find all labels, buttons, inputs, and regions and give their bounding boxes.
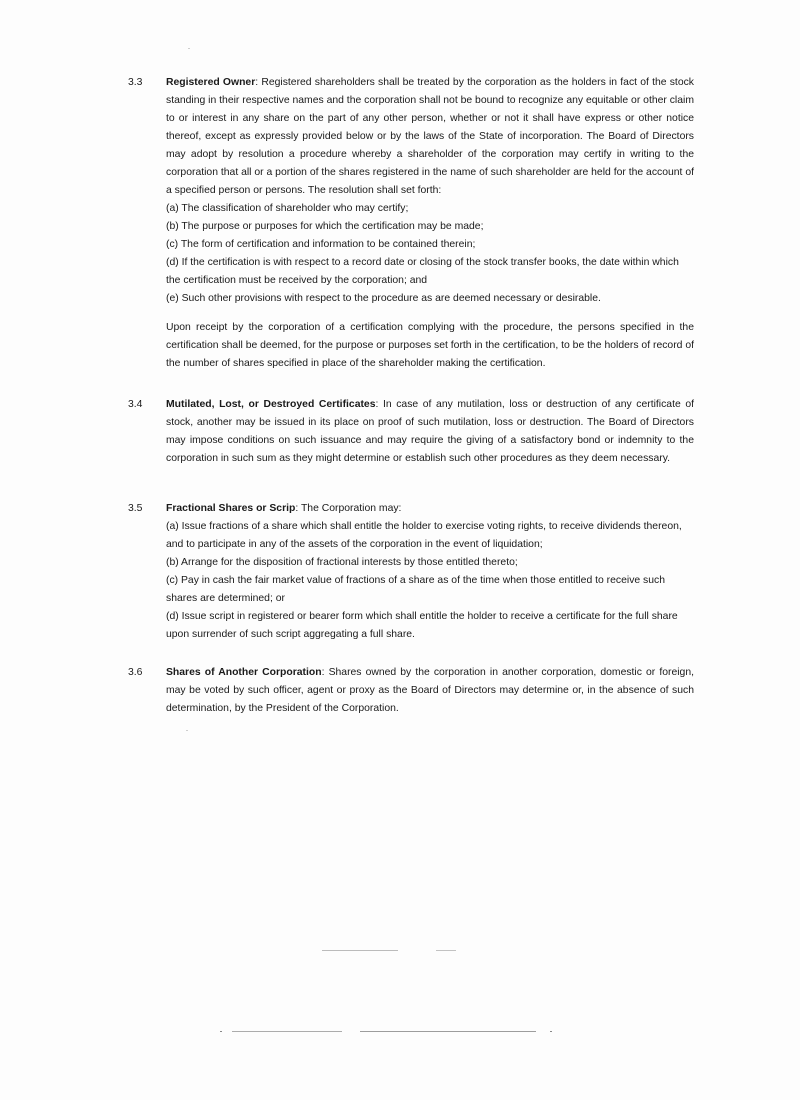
scan-artifact-line xyxy=(232,1031,342,1032)
list-item: (e) Such other provisions with respect to the procedure as are deemed necessary or desirable. xyxy=(166,293,601,304)
section-heading: Shares of Another Corporation xyxy=(166,667,322,678)
list-item: (b) Arrange for the disposition of fractional interests by those entitled thereto; xyxy=(166,557,518,568)
section-body xyxy=(166,396,694,468)
section-3-4 xyxy=(128,396,694,468)
scan-artifact-dot xyxy=(186,730,188,731)
list-item: (a) The classification of shareholder who may certify; xyxy=(166,203,409,214)
list-item: (c) The form of certification and information to be contained therein; xyxy=(166,239,476,250)
section-intro: : The Corporation may: xyxy=(295,503,402,514)
section-3-6 xyxy=(128,664,694,718)
list-item: (d) Issue script in registered or bearer form which shall entitle the holder to receive a certificate for the full share upon surrender of such script aggregating a full share. xyxy=(166,611,678,640)
scan-artifact-dot xyxy=(188,48,190,49)
section-number: 3.3 xyxy=(128,77,143,88)
section-intro: : In case of any mutilation, loss or destruction of any certificate of stock, another may be issued in its place on proof of such mutilation, loss or destruction. The Board of Directors may impose conditions on such issuance and may require the giving of a satisfactory bond or indemnity to the corporation in such sum as they might determine or establish such other procedures as they deem necessary. xyxy=(166,399,694,464)
section-body xyxy=(166,74,694,373)
section-closing-paragraph: Upon receipt by the corporation of a certification complying with the procedure, the persons specified in the certification shall be deemed, for the purpose or purposes set forth in the certification, to be the holders of record of the number of shares specified in place of the shareholder making the certification. xyxy=(166,322,694,369)
scan-artifact-line xyxy=(322,950,398,951)
section-3-5 xyxy=(128,500,694,644)
section-lead xyxy=(166,500,694,518)
section-number: 3.4 xyxy=(128,399,143,410)
section-number: 3.5 xyxy=(128,503,143,514)
section-lead xyxy=(166,74,694,200)
section-heading: Fractional Shares or Scrip xyxy=(166,503,296,514)
section-intro: : Shares owned by the corporation in another corporation, domestic or foreign, may be voted by such officer, agent or proxy as the Board of Directors may determine or, in the absence of such determination, by the President of the Corporation. xyxy=(166,667,694,714)
section-lead xyxy=(166,664,694,718)
scan-artifact-dot xyxy=(220,1031,222,1032)
section-heading: Mutilated, Lost, or Destroyed Certificates xyxy=(166,399,376,410)
scan-artifact-dot xyxy=(550,1031,552,1032)
section-body xyxy=(166,500,694,644)
section-lead xyxy=(166,396,694,468)
list-item: (c) Pay in cash the fair market value of fractions of a share as of the time when those entitled to receive such shares are determined; or xyxy=(166,575,665,604)
list-item: (a) Issue fractions of a share which shall entitle the holder to exercise voting rights, to receive dividends thereon, and to participate in any of the assets of the corporation in the event of liquidation; xyxy=(166,521,682,550)
list-item: (d) If the certification is with respect to a record date or closing of the stock transfer books, the date within which the certification must be received by the corporation; and xyxy=(166,257,679,286)
scan-artifact-line xyxy=(436,950,456,951)
section-body xyxy=(166,664,694,718)
scan-artifact-line xyxy=(360,1031,536,1032)
list-item: (b) The purpose or purposes for which the certification may be made; xyxy=(166,221,484,232)
section-intro: : Registered shareholders shall be treated by the corporation as the holders in fact of the stock standing in their respective names and the corporation shall not be bound to recognize any equitable or other claim to or interest in any share on the part of any other person, whether or not it shall have express or other notice thereof, except as expressly provided below or by the laws of the State of incorporation. The Board of Directors may adopt by resolution a procedure whereby a shareholder of the corporation may certify in writing to the corporation that all or a portion of the shares registered in the name of such shareholder are held for the account of a specified person or persons. The resolution shall set forth: xyxy=(166,77,694,196)
section-heading: Registered Owner xyxy=(166,77,256,88)
section-number: 3.6 xyxy=(128,667,143,678)
section-3-3 xyxy=(128,74,694,373)
